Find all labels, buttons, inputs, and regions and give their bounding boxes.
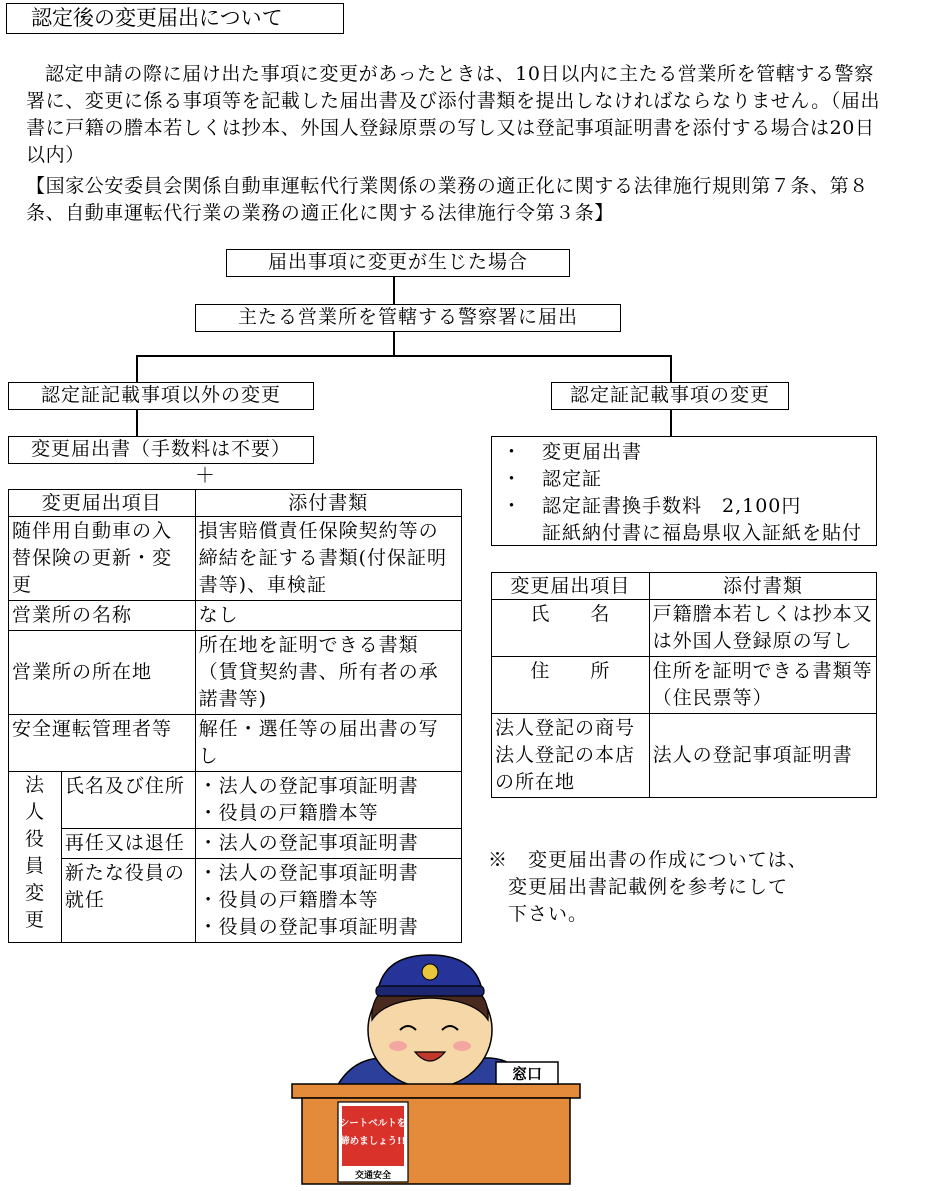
officer-illustration — [290, 950, 590, 1186]
row-item: 営業所の名称 — [9, 601, 196, 631]
officer-change-label: 法 人 役 員 変 更 — [9, 772, 62, 943]
right-header-docs: 添付書類 — [649, 573, 876, 600]
row-docs: 戸籍謄本若しくは抄本又は外国人登録原の写し — [649, 600, 876, 657]
flow-right-branch: 認定証記載事項の変更 — [551, 382, 789, 410]
table-row — [492, 600, 877, 657]
table-row — [9, 772, 462, 829]
row-docs: 解任・選任等の届出書の写し — [195, 715, 461, 772]
flow-start-box: 届出事項に変更が生じた場合 — [226, 249, 570, 277]
intro-paragraph: 認定申請の際に届け出た事項に変更があったときは、10日以内に主たる営業所を管轄する警察署に、変更に係る事項等を記載した届出書及び添付書類を提出しなければならなりません。（届出書に戸籍の謄本若しくは抄本、外国人登録原票の写し又は登記事項証明書を添付する場合は20日以内） — [26, 63, 881, 166]
table-row — [492, 657, 877, 714]
poster-footer: 交通安全 — [354, 1171, 392, 1181]
table-row — [9, 859, 462, 943]
row-docs: ・法人の登記事項証明書 ・役員の戸籍謄本等 ・役員の登記事項証明書 — [195, 859, 461, 943]
poster-line2: 締めましょう!! — [340, 1136, 406, 1147]
note-text: ※ 変更届出書の作成については、 変更届出書記載例を参考にして 下さい。 — [488, 849, 808, 925]
row-item: 安全運転管理者等 — [9, 715, 196, 772]
row-docs: 法人の登記事項証明書 — [649, 714, 876, 798]
row-docs: 所在地を証明できる書類（賃貸契約書、所有者の承諾書等) — [195, 631, 461, 715]
right-header-item: 変更届出項目 — [492, 573, 650, 600]
row-docs: なし — [195, 601, 461, 631]
note-mark: ※ — [488, 849, 509, 871]
row-docs: 損害賠償責任保険契約等の締結を証する書類(付保証明書等)、車検証 — [195, 517, 461, 601]
row-docs: ・法人の登記事項証明書 ・役員の戸籍謄本等 — [195, 772, 461, 829]
row-docs: ・法人の登記事項証明書 — [195, 829, 461, 859]
table-row — [9, 601, 462, 631]
row-item: 随伴用自動車の入替保険の更新・変更 — [9, 517, 196, 601]
table-row — [9, 517, 462, 601]
row-item: 新たな役員の就任 — [61, 859, 195, 943]
left-attachment-table — [8, 489, 462, 943]
row-item: 氏名及び住所 — [61, 772, 195, 829]
left-header-item: 変更届出項目 — [9, 490, 196, 517]
row-item: 住 所 — [492, 657, 650, 714]
table-row — [9, 715, 462, 772]
right-attachment-table — [491, 572, 877, 798]
flow-submit-box: 主たる営業所を管轄する警察署に届出 — [195, 304, 621, 332]
table-row — [492, 714, 877, 798]
counter-sign-label: 窓口 — [511, 1065, 543, 1083]
row-docs: 住所を証明できる書類等（住民票等） — [649, 657, 876, 714]
left-header-docs: 添付書類 — [195, 490, 461, 517]
table-row — [9, 631, 462, 715]
law-reference: 【国家公安委員会関係自動車運転代行業関係の業務の適正化に関する法律施行規則第７条、第８条、自動車運転代行業の業務の適正化に関する法律施行令第３条】 — [26, 175, 869, 224]
right-required-docs: ・ 変更届出書 ・ 認定証 ・ 認定証書換手数料 2,100円 証紙納付書に福島県収入証紙を貼付 — [491, 436, 877, 546]
row-item: 氏 名 — [492, 600, 650, 657]
row-item: 法人登記の商号法人登記の本店の所在地 — [492, 714, 650, 798]
row-item: 再任又は退任 — [61, 829, 195, 859]
poster-line1: シートベルトを — [339, 1118, 407, 1129]
plus-sign: ＋ — [195, 463, 215, 487]
left-doc-box: 変更届出書（手数料は不要） — [8, 436, 314, 464]
table-row — [9, 829, 462, 859]
row-item: 営業所の所在地 — [9, 631, 196, 715]
page-title: 認定後の変更届出について — [6, 3, 344, 34]
flow-left-branch: 認定証記載事項以外の変更 — [8, 382, 314, 410]
